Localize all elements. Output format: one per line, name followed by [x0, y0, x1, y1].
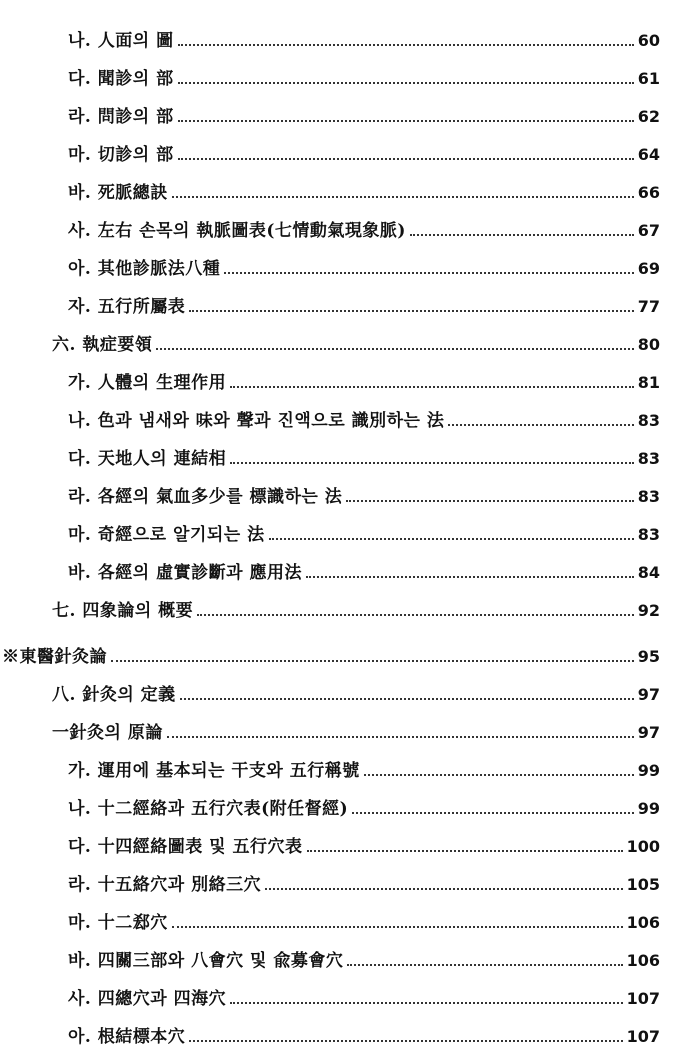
- toc-entry: [0, 828, 700, 866]
- toc-entry: [0, 136, 700, 174]
- toc-entry-page: 64: [637, 145, 660, 164]
- toc-entry-title: 라. 十五絡穴과 別絡三穴: [68, 874, 262, 895]
- toc-dot-leader: [172, 196, 634, 198]
- toc-dot-leader: [180, 698, 634, 700]
- toc-entry-page: 97: [637, 685, 660, 704]
- toc-entry-page: 61: [637, 69, 660, 88]
- toc-entry-title: 사. 左右 손목의 執脈圖表(七情動氣現象脈): [68, 220, 406, 241]
- toc-entry-page: 62: [637, 107, 660, 126]
- toc-entry-title: 아. 根結標本穴: [68, 1026, 186, 1047]
- toc-entry-title: 자. 五行所屬表: [68, 296, 186, 317]
- toc-entry-page: 97: [637, 723, 660, 742]
- toc-entry: [0, 866, 700, 904]
- toc-dot-leader: [224, 272, 633, 274]
- toc-dot-leader: [364, 774, 634, 776]
- toc-dot-leader: [197, 614, 634, 616]
- toc-entry: [0, 174, 700, 212]
- toc-entry: [0, 554, 700, 592]
- toc-entry: [0, 60, 700, 98]
- toc-entry: [0, 1018, 700, 1056]
- toc-entry: [0, 212, 700, 250]
- toc-entry-page: 95: [637, 647, 660, 666]
- toc-entry-page: 107: [626, 989, 660, 1008]
- toc-entry-title: 나. 十二經絡과 五行穴表(附任督經): [68, 798, 349, 819]
- toc-dot-leader: [178, 158, 634, 160]
- toc-dot-leader: [189, 310, 633, 312]
- toc-entry: [0, 516, 700, 554]
- toc-entry-page: 67: [637, 221, 660, 240]
- toc-dot-leader: [172, 926, 623, 928]
- toc-section-entry: [0, 592, 700, 630]
- toc-entry-title: ※東醫針灸論: [2, 646, 107, 667]
- toc-entry-page: 60: [637, 31, 660, 50]
- toc-entry-page: 83: [637, 525, 660, 544]
- table-of-contents: [0, 22, 700, 1056]
- toc-entry: [0, 402, 700, 440]
- toc-entry-page: 69: [637, 259, 660, 278]
- toc-entry-title: 一針灸의 原論: [52, 722, 163, 743]
- toc-entry: [0, 22, 700, 60]
- toc-entry-page: 100: [626, 837, 660, 856]
- toc-entry-title: 가. 人體의 生理作用: [68, 372, 227, 393]
- toc-part-entry: [0, 638, 700, 676]
- toc-entry-title: 다. 天地人의 連結相: [68, 448, 227, 469]
- toc-entry-page: 107: [626, 1027, 660, 1046]
- toc-entry-title: 가. 運用에 基本되는 干支와 五行稱號: [68, 760, 360, 781]
- toc-entry-title: 라. 問診의 部: [68, 106, 174, 127]
- toc-entry: [0, 942, 700, 980]
- toc-dot-leader: [178, 44, 634, 46]
- toc-entry-title: 마. 十二郄穴: [68, 912, 168, 933]
- toc-entry-title: 바. 四關三部와 八會穴 및 兪募會穴: [68, 950, 344, 971]
- toc-dot-leader: [265, 888, 622, 890]
- toc-entry: [0, 250, 700, 288]
- toc-entry-title: 마. 奇經으로 알기되는 法: [68, 524, 265, 545]
- toc-entry-page: 92: [637, 601, 660, 620]
- toc-dot-leader: [352, 812, 634, 814]
- toc-entry-title: 마. 切診의 部: [68, 144, 174, 165]
- toc-entry-title: 七. 四象論의 概要: [52, 600, 194, 621]
- toc-dot-leader: [307, 850, 623, 852]
- toc-section-entry: [0, 714, 700, 752]
- toc-entry-page: 83: [637, 487, 660, 506]
- toc-dot-leader: [156, 348, 633, 350]
- toc-entry-page: 83: [637, 411, 660, 430]
- toc-dot-leader: [230, 462, 634, 464]
- toc-section-entry: [0, 676, 700, 714]
- toc-dot-leader: [230, 1002, 622, 1004]
- toc-entry-page: 99: [637, 761, 660, 780]
- toc-entry-page: 66: [637, 183, 660, 202]
- toc-dot-leader: [189, 1040, 622, 1042]
- toc-entry-page: 106: [626, 951, 660, 970]
- toc-entry: [0, 752, 700, 790]
- toc-entry-page: 99: [637, 799, 660, 818]
- toc-dot-leader: [448, 424, 633, 426]
- toc-dot-leader: [306, 576, 634, 578]
- toc-entry-page: 77: [637, 297, 660, 316]
- toc-entry: [0, 980, 700, 1018]
- toc-entry: [0, 98, 700, 136]
- toc-entry-page: 80: [637, 335, 660, 354]
- toc-entry-title: 라. 各經의 氣血多少를 標識하는 法: [68, 486, 343, 507]
- toc-entry-title: 아. 其他診脈法八種: [68, 258, 221, 279]
- toc-entry-page: 84: [637, 563, 660, 582]
- toc-entry-title: 사. 四總穴과 四海穴: [68, 988, 227, 1009]
- toc-entry: [0, 364, 700, 402]
- toc-entry-title: 다. 聞診의 部: [68, 68, 174, 89]
- toc-entry-title: 六. 執症要領: [52, 334, 153, 355]
- toc-entry: [0, 288, 700, 326]
- toc-dot-leader: [346, 500, 634, 502]
- toc-entry: [0, 440, 700, 478]
- toc-entry: [0, 790, 700, 828]
- toc-dot-leader: [347, 964, 622, 966]
- toc-entry-title: 나. 色과 냄새와 味와 聲과 진액으로 識別하는 法: [68, 410, 445, 431]
- toc-dot-leader: [269, 538, 634, 540]
- toc-entry-title: 바. 死脈總訣: [68, 182, 168, 203]
- toc-section-entry: [0, 326, 700, 364]
- toc-dot-leader: [178, 82, 634, 84]
- toc-dot-leader: [178, 120, 634, 122]
- toc-entry: [0, 478, 700, 516]
- toc-entry-page: 83: [637, 449, 660, 468]
- toc-entry-title: 八. 針灸의 定義: [52, 684, 176, 705]
- toc-entry-title: 바. 各經의 虛實診斷과 應用法: [68, 562, 302, 583]
- toc-entry-page: 81: [637, 373, 660, 392]
- toc-entry-page: 106: [626, 913, 660, 932]
- toc-entry-page: 105: [626, 875, 660, 894]
- toc-dot-leader: [410, 234, 634, 236]
- toc-dot-leader: [111, 660, 634, 662]
- toc-dot-leader: [167, 736, 634, 738]
- toc-entry: [0, 904, 700, 942]
- toc-entry-title: 다. 十四經絡圖表 및 五行穴表: [68, 836, 303, 857]
- toc-dot-leader: [230, 386, 634, 388]
- toc-entry-title: 나. 人面의 圖: [68, 30, 174, 51]
